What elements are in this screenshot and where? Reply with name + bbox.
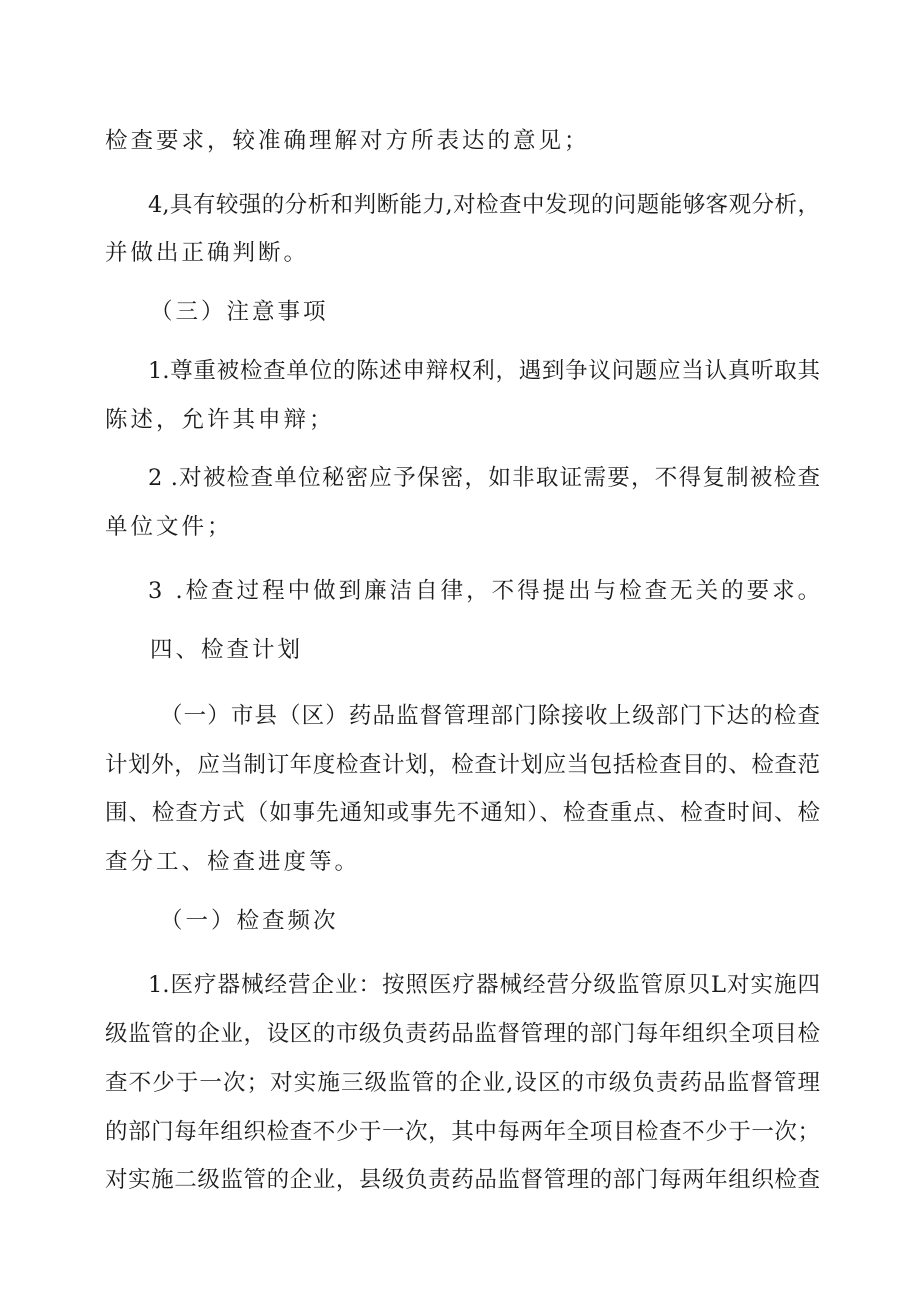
section-heading: （三）注意事项 xyxy=(150,299,329,325)
text-line: 1.医疗器械经营企业：按照医疗器械经营分级监管原贝L对实施四 xyxy=(148,972,820,998)
text-line: 检查要求，较准确理解对方所表达的意见； xyxy=(105,128,590,154)
text-line: 对实施二级监管的企业，县级负责药品监督管理的部门每两年组织检查 xyxy=(105,1167,820,1193)
text-line: （一）市县（区）药品监督管理部门除接收上级部门下达的检查 xyxy=(160,703,820,729)
text-line: 1.尊重被检查单位的陈述申辩权利，遇到争议问题应当认真听取其 xyxy=(148,358,820,384)
text-line: 围、检查方式（如事先通知或事先不通知）、检查重点、检查时间、检 xyxy=(105,800,820,826)
text-line: 并做出正确判断。 xyxy=(105,240,310,266)
section-heading: 四、检查计划 xyxy=(150,637,304,663)
text-line: 计划外，应当制订年度检查计划，检查计划应当包括检查目的、检查范 xyxy=(105,752,820,778)
text-line: 3 .检查过程中做到廉洁自律，不得提出与检查无关的要求。 xyxy=(148,578,824,604)
text-line: 单位文件； xyxy=(105,514,233,540)
section-heading: （一）检查频次 xyxy=(160,908,339,934)
text-line: 查分工、检查进度等。 xyxy=(105,849,361,875)
text-line: 级监管的企业，设区的市级负责药品监督管理的部门每年组织全项目检 xyxy=(105,1021,820,1047)
text-line: 2 .对被检查单位秘密应予保密，如非取证需要，不得复制被检查 xyxy=(148,465,820,491)
text-line: 查不少于一次；对实施三级监管的企业,设区的市级负责药品监督管理 xyxy=(105,1070,820,1096)
text-line: 陈述，允许其申辩； xyxy=(105,407,335,433)
text-line: 的部门每年组织检查不少于一次，其中每两年全项目检查不少于一次； xyxy=(105,1119,820,1145)
text-line: 4,具有较强的分析和判断能力,对检查中发现的问题能够客观分析， xyxy=(148,192,820,218)
